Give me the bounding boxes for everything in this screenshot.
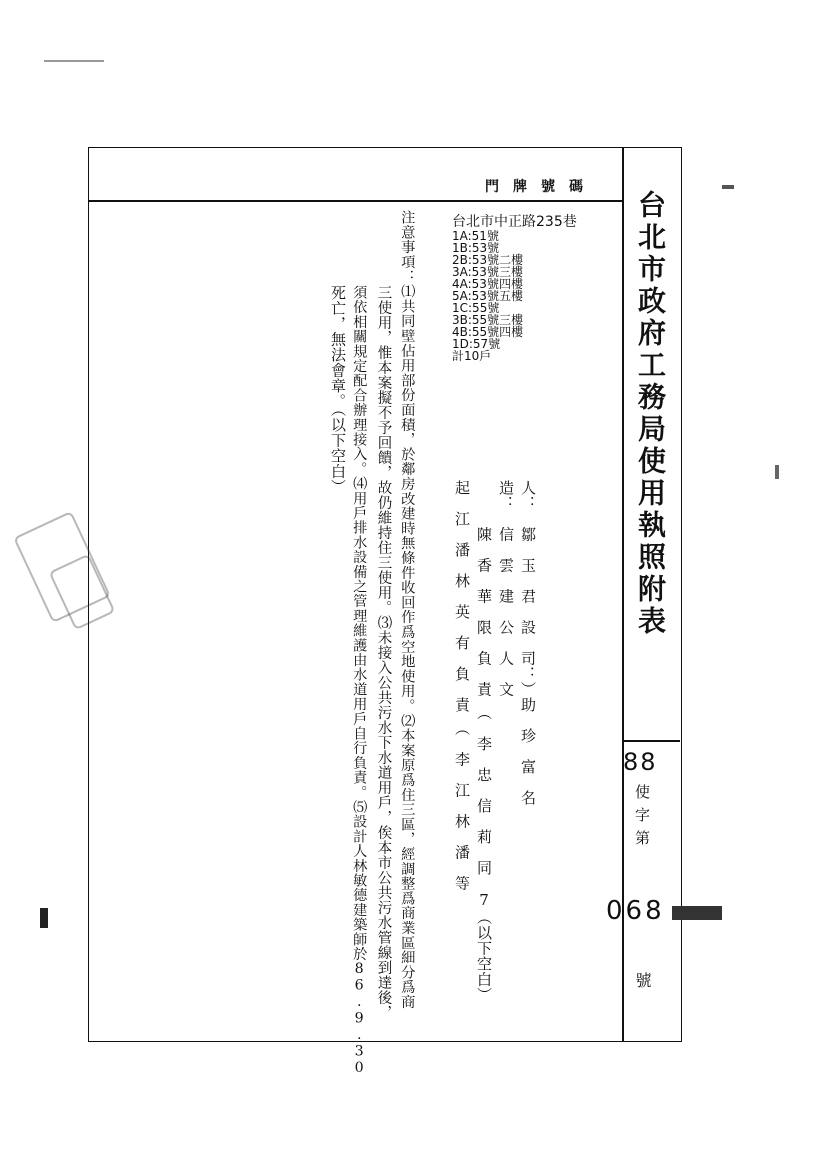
address-unit: 1B:53號 bbox=[452, 241, 500, 255]
header-divider bbox=[88, 200, 623, 202]
address-unit: 2B:53號二樓 bbox=[452, 253, 524, 267]
address-unit: 1A:51號 bbox=[452, 229, 499, 243]
permit-year: 88 bbox=[623, 748, 658, 776]
address-unit: 1D:57號 bbox=[452, 337, 501, 351]
scan-mark bbox=[775, 465, 779, 479]
notes-column-4: 死亡，無法會章。（以下空白） bbox=[329, 285, 347, 495]
address-unit: 1C:55號 bbox=[452, 301, 500, 315]
scan-mark bbox=[40, 908, 48, 928]
header-label: 門牌號碼 bbox=[485, 179, 597, 195]
address-unit: 5A:53號五樓 bbox=[452, 289, 523, 303]
address-unit: 3B:55號三樓 bbox=[452, 313, 524, 327]
address-street: 台北市中正路235巷 bbox=[452, 214, 577, 230]
persons-column-1: 人： 鄒 玉 君 設 司：）助 珍 富 名 bbox=[519, 480, 537, 806]
address-unit: 3A:53號三樓 bbox=[452, 265, 523, 279]
address-total: 計10戶 bbox=[452, 349, 492, 363]
title-bottom-divider bbox=[622, 740, 680, 742]
permit-prefix: 使字第 bbox=[633, 784, 651, 853]
scan-mark bbox=[672, 906, 722, 920]
notes-column-3: 須依相關規定配合辦理接入。⑷用戶排水設備之管理維護由水道用戶自行負責。⑸設計人林敏德建築師於86.9.30 bbox=[351, 285, 368, 1077]
address-unit: 4A:53號四樓 bbox=[452, 277, 523, 291]
permit-number: 068 bbox=[606, 896, 665, 926]
address-unit: 4B:55號四樓 bbox=[452, 325, 524, 339]
scan-mark bbox=[722, 185, 734, 189]
persons-column-4: 起 江 潘 林 英 有 負 責 （ 李 江 林 潘 等 bbox=[453, 480, 471, 891]
scan-mark bbox=[44, 60, 104, 62]
document-title: 台北市政府工務局使用執照附表 bbox=[634, 190, 667, 638]
persons-column-3: 陳 香 華 限 負 責 （ 李 忠 信 莉 同 7（以下空白） bbox=[475, 480, 493, 1003]
address-block bbox=[452, 214, 577, 362]
notes-column-1: 注意事項：⑴共同壁佔用部份面積，於鄰房改建時無條件收回作爲空地使用。⑵本案原爲住三區，經調整爲商業區細分爲商 bbox=[399, 210, 416, 1010]
notes-column-2: 三使用，惟本案擬不予回饋，故仍維持住三使用。⑶未接入公共污水下水道用戶，俟本市公共污水管線到達後， bbox=[375, 285, 392, 1020]
permit-suffix: 號 bbox=[633, 972, 652, 988]
persons-column-2: 造： 信 雲 建 公 人 文 bbox=[497, 480, 515, 697]
